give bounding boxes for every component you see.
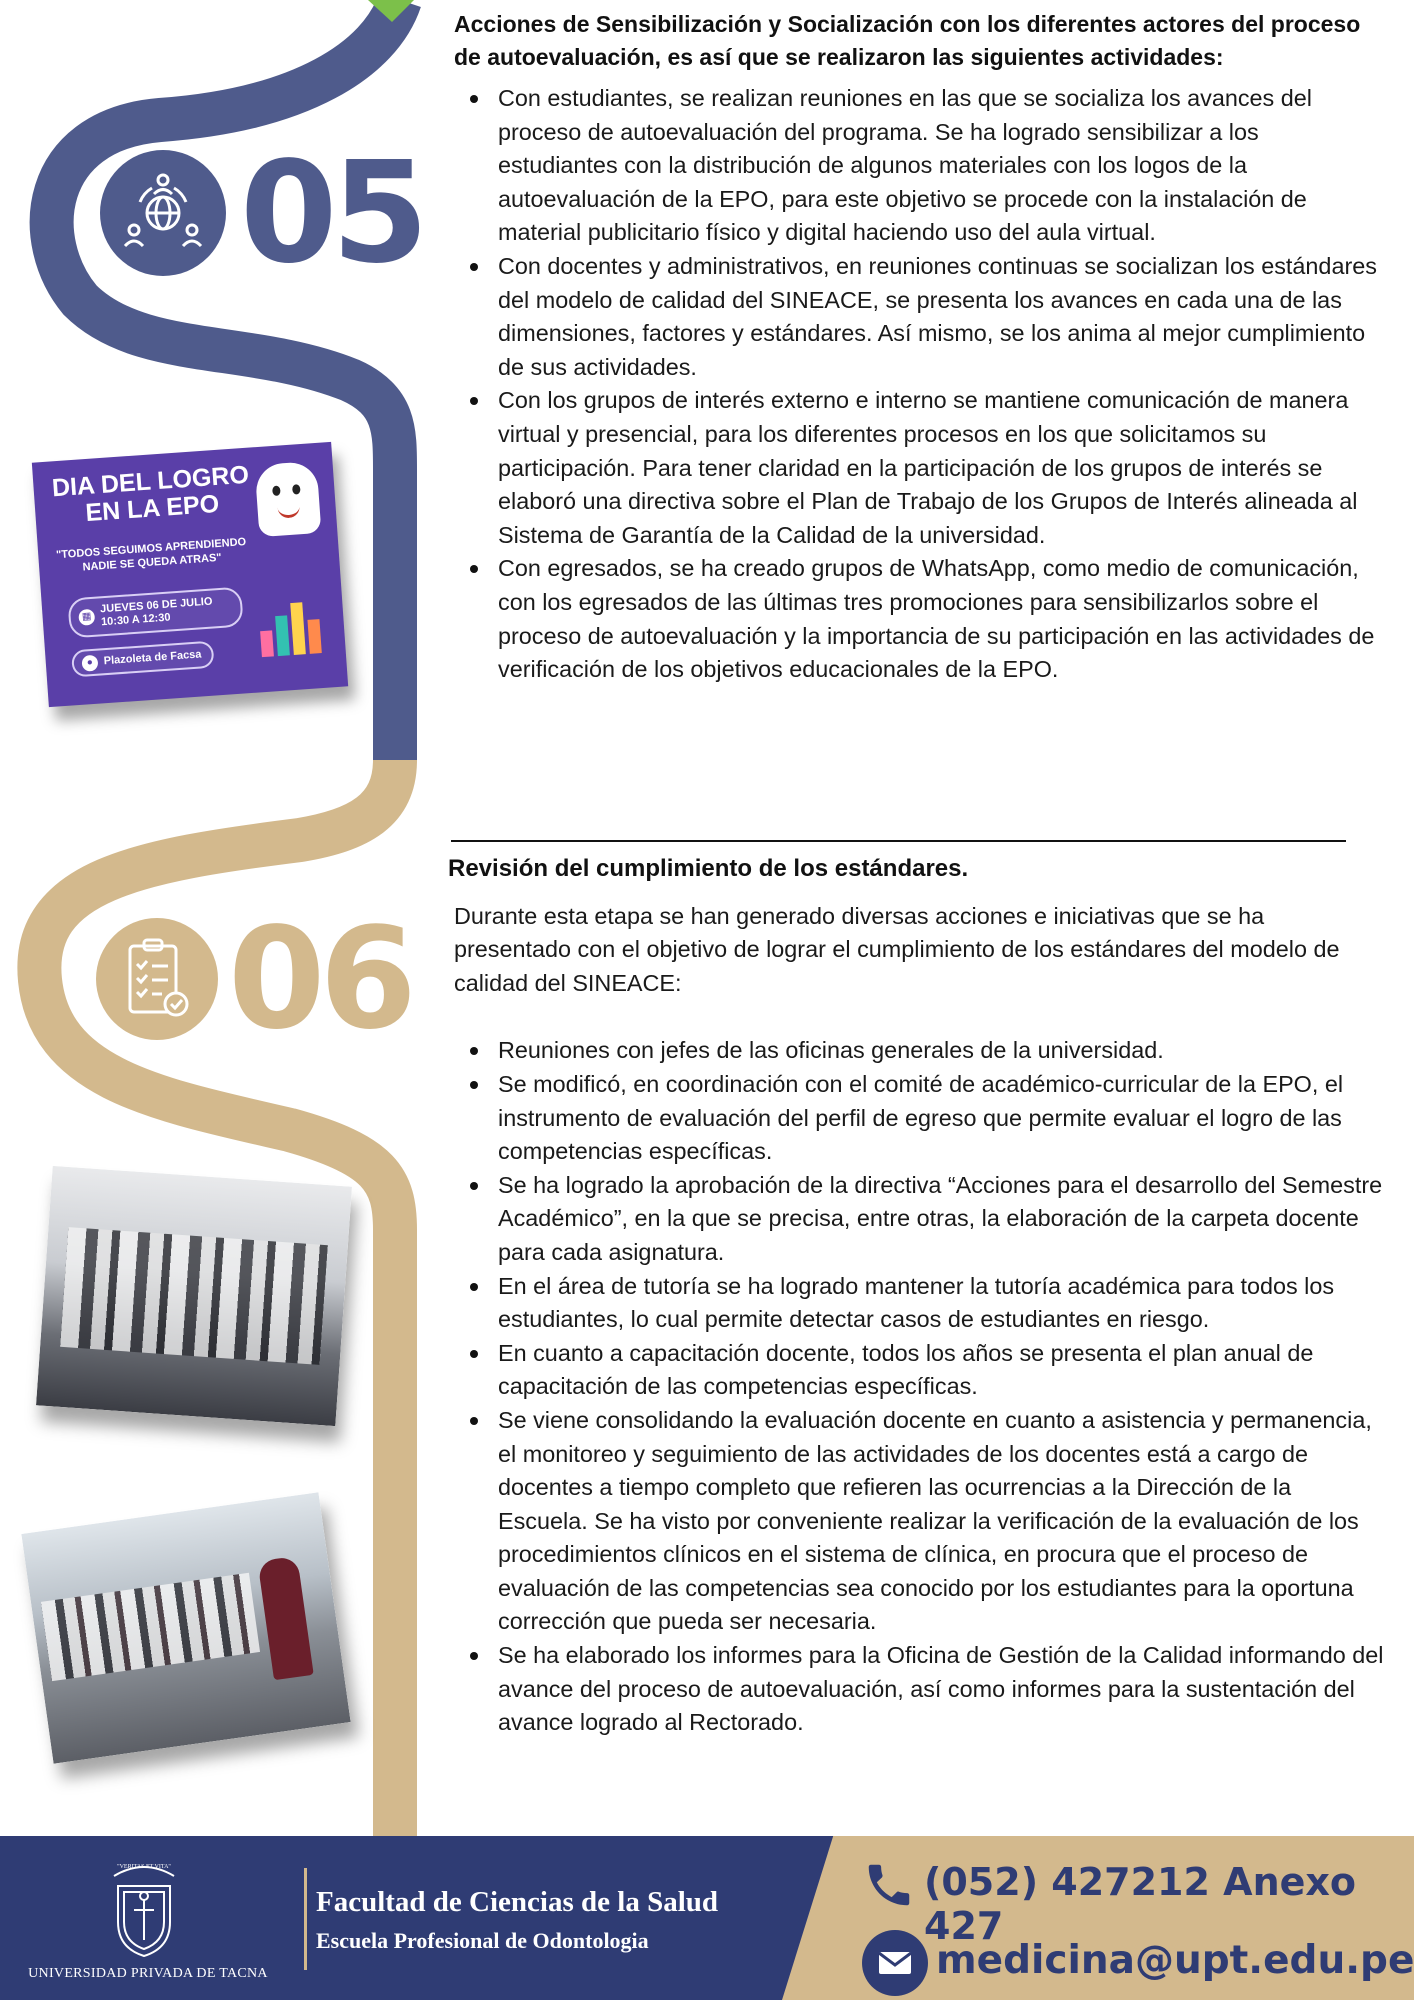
section-sensibilizacion: [454, 8, 1384, 687]
photo-students-courtyard: [21, 1492, 350, 1763]
checklist-clipboard-icon: [96, 918, 218, 1040]
poster-title: DIA DEL LOGRO EN LA EPO: [51, 460, 250, 528]
mail-icon: [862, 1930, 928, 1996]
people-globe-icon: [100, 150, 226, 276]
list-item: Reuniones con jefes de las oficinas generales de la universidad.: [498, 1034, 1384, 1068]
list-item: Con egresados, se ha creado grupos de WhatsApp, como medio de comunicación, con los egresados de las últimas tres promociones para sensibilizarlos sobre el proceso de autoevaluación y la importancia de su participación en las actividades de verificación de los objetivos educacionales de la EPO.: [498, 552, 1384, 686]
poster-place: Plazoleta de Facsa: [103, 648, 202, 668]
university-seal-logo: [104, 1856, 184, 1960]
photo-students-hall: [36, 1166, 352, 1426]
footer: [0, 1836, 1414, 2000]
step-number-05: 05: [240, 132, 423, 295]
location-pin-icon: ●: [81, 654, 98, 671]
school-name: Escuela Profesional de Odontologia: [316, 1928, 649, 1953]
section2-list: [454, 1034, 1384, 1739]
poster-place-pill: [71, 641, 214, 678]
seal-motto: "VERITAS ET VITA": [117, 1864, 171, 1870]
section-divider: [451, 840, 1346, 842]
list-item: Se ha logrado la aprobación de la directiva “Acciones para el desarrollo del Semestre Académico”, en la que se precisa, entre otras, la elaboración de la carpeta docente para cada asignatura.: [498, 1169, 1384, 1270]
calendar-icon: ▦: [78, 609, 95, 626]
section-revision: [448, 852, 1384, 1740]
section2-intro: Durante esta etapa se han generado diversas acciones e iniciativas que se ha presentado con el objetivo de lograr el cumplimiento de los estándares del modelo de calidad del SINEACE:: [454, 902, 1340, 996]
tooth-mascot-icon: [255, 461, 322, 537]
poster-date-pill: [67, 586, 243, 638]
section1-list: [454, 82, 1384, 687]
university-name: UNIVERSIDAD PRIVADA DE TACNA: [28, 1966, 268, 1981]
phone-icon: [862, 1858, 916, 1912]
list-item: Con los grupos de interés externo e interno se mantiene comunicación de manera virtual y presencial, para los diferentes procesos en los que solicitamos su participación. Para tener claridad en la participación de los grupos de interés se elaboró una directiva sobre el Plan de Trabajo de los Grupos de Interés alineada al Sistema de Garantía de la Calidad de la universidad.: [498, 384, 1384, 552]
list-item: Se ha elaborado los informes para la Oficina de Gestión de la Calidad informando del avance del proceso de autoevaluación, así como informes para la sustentación del avance logrado al Rectorado.: [498, 1639, 1384, 1740]
footer-separator: [304, 1868, 307, 1970]
event-poster: [32, 442, 348, 707]
poster-date: JUEVES 06 DE JULIO 10:30 A 12:30: [99, 595, 213, 629]
list-item: Con estudiantes, se realizan reuniones en las que se socializa los avances del proceso de autoevaluación del programa. Se ha logrado sensibilizar a los estudiantes con la distribución de algunos materiales con los logos de la autoevaluación de la EPO, para este objetivo se procede con la instalación de material publicitario físico y digital haciendo uso del aula virtual.: [498, 82, 1384, 250]
section2-heading: Revisión del cumplimiento de los estándares.: [448, 855, 969, 882]
list-item: En el área de tutoría se ha logrado mantener la tutoría académica para todos los estudiantes, lo cual permite detectar casos de estudiantes en riesgo.: [498, 1270, 1384, 1337]
phone-number[interactable]: (052) 427212 Anexo 427: [924, 1860, 1357, 1948]
step-number-06: 06: [228, 898, 411, 1061]
books-chart-illustration: [258, 592, 332, 657]
section1-heading: Acciones de Sensibilización y Socialización con los diferentes actores del proceso de autoevaluación, es así que se realizaron las siguientes actividades:: [454, 11, 1361, 70]
list-item: En cuanto a capacitación docente, todos los años se presenta el plan anual de capacitación de las competencias específicas.: [498, 1337, 1384, 1404]
list-item: Se modificó, en coordinación con el comité de académico-curricular de la EPO, el instrumento de evaluación del perfil de egreso que permite evaluar el logro de las competencias específicas.: [498, 1068, 1384, 1169]
list-item: Se viene consolidando la evaluación docente en cuanto a asistencia y permanencia, el monitoreo y seguimiento de las actividades de los docentes está a cargo de docentes a tiempo completo que refieren las ocurrencias a la Dirección de la Escuela. Se ha visto por conveniente realizar la verificación de la evaluación de los procedimientos clínicos en el sistema de clínica, en procura que el proceso de evaluación de las competencias sea conocido por los estudiantes para la oportuna corrección que pueda ser necesaria.: [498, 1404, 1384, 1639]
email-address[interactable]: medicina@upt.edu.pe: [936, 1938, 1414, 1983]
poster-subtitle: "TODOS SEGUIMOS APRENDIENDO NADIE SE QUEDA ATRAS": [55, 536, 247, 574]
faculty-name: Facultad de Ciencias de la Salud: [316, 1886, 719, 1918]
list-item: Con docentes y administrativos, en reuniones continuas se socializan los estándares del modelo de calidad del SINEACE, se presenta los avances en cada una de las dimensiones, factores y estándares. Así mismo, se los anima al mejor cumplimiento de sus actividades.: [498, 250, 1384, 384]
